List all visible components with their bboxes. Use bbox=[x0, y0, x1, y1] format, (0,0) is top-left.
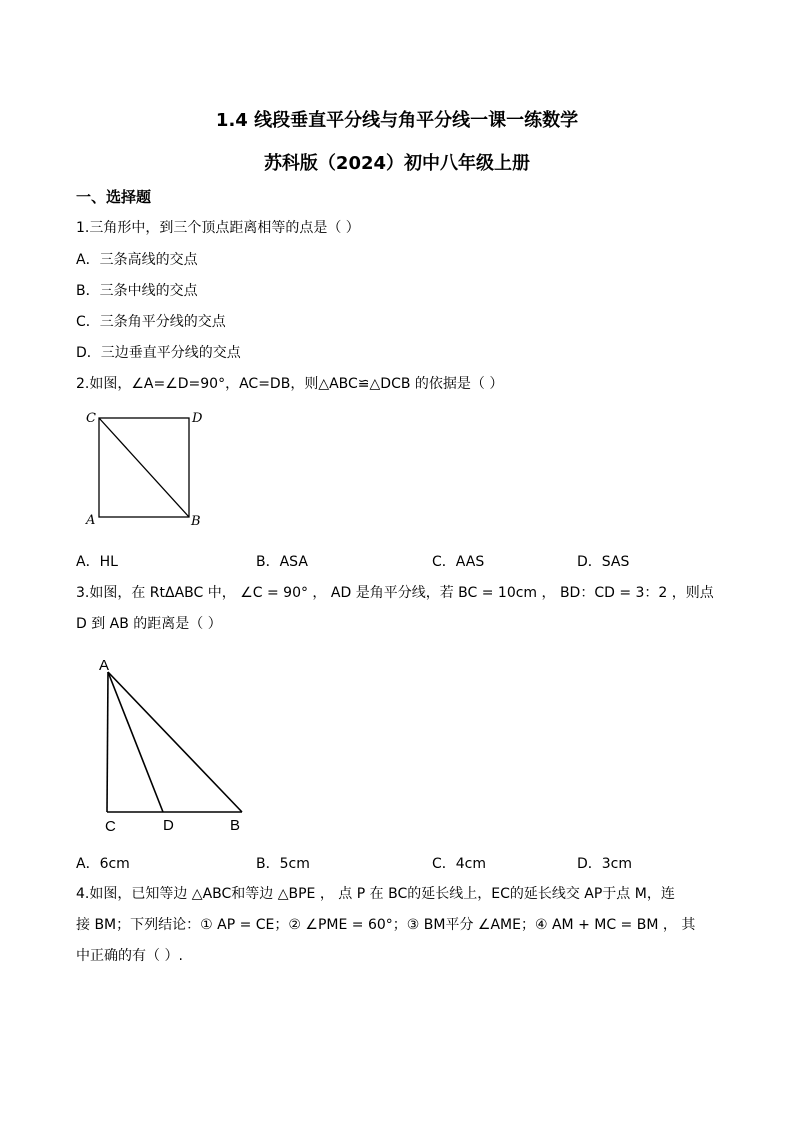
title-line-2: 苏科版（2024）初中八年级上册 bbox=[263, 153, 531, 174]
q2-option-d: D．SAS bbox=[577, 554, 630, 570]
q2-option-c: C．AAS bbox=[432, 554, 485, 570]
q1-option-b: B．三条中线的交点 bbox=[76, 283, 198, 299]
title-line-1: 1.4 线段垂直平分线与角平分线一课一练数学 bbox=[215, 110, 579, 131]
q1-option-a: A．三条高线的交点 bbox=[76, 252, 198, 268]
q3-option-b: B．5cm bbox=[256, 856, 310, 872]
q4-stem-line-1: 4.如图，已知等边 △ABC和等边 △BPE ， 点 P 在 BC的延长线上，EC的延长线交 AP于点 M，连 bbox=[76, 886, 675, 902]
q3-figure-triangle bbox=[90, 650, 260, 840]
bisector-ad bbox=[108, 672, 163, 812]
q4-stem-line-3: 中正确的有（ ）. bbox=[76, 948, 183, 964]
label-d: D bbox=[163, 817, 174, 834]
q3-stem-line-2: D 到 AB 的距离是（ ） bbox=[76, 616, 222, 632]
label-a: A bbox=[99, 657, 110, 674]
q3-stem-line-1: 3.如图，在 RtΔABC 中， ∠C = 90° ， AD 是角平分线，若 BC = 10cm ， BD：CD = 3：2 ，则点 bbox=[76, 585, 714, 601]
label-c: C bbox=[86, 411, 96, 426]
label-b: B bbox=[230, 817, 241, 834]
diagonal-cb bbox=[99, 418, 189, 517]
q2-option-b: B．ASA bbox=[256, 554, 308, 570]
q3-option-a: A．6cm bbox=[76, 856, 130, 872]
q1-option-c: C．三条角平分线的交点 bbox=[76, 314, 226, 330]
label-c: C bbox=[105, 818, 116, 835]
q2-stem: 2.如图，∠A=∠D=90°，AC=DB，则△ABC≌△DCB 的依据是（ ） bbox=[76, 376, 504, 392]
label-d: D bbox=[192, 411, 203, 426]
side-ac bbox=[107, 672, 108, 812]
label-a: A bbox=[86, 513, 96, 528]
q3-option-d: D．3cm bbox=[577, 856, 633, 872]
q2-option-a: A．HL bbox=[76, 554, 118, 570]
label-b: B bbox=[191, 514, 201, 529]
q4-stem-line-2: 接 BM；下列结论：① AP = CE；② ∠PME = 60°；③ BM平分 ∠AME；④ AM + MC = BM ， 其 bbox=[76, 917, 696, 933]
q1-option-d: D．三边垂直平分线的交点 bbox=[76, 345, 241, 361]
side-ab bbox=[108, 672, 242, 812]
q3-option-c: C．4cm bbox=[432, 856, 487, 872]
q1-stem: 1.三角形中，到三个顶点距离相等的点是（ ） bbox=[76, 220, 360, 236]
section-heading: 一、选择题 bbox=[76, 188, 152, 206]
q2-figure-square bbox=[80, 405, 210, 530]
